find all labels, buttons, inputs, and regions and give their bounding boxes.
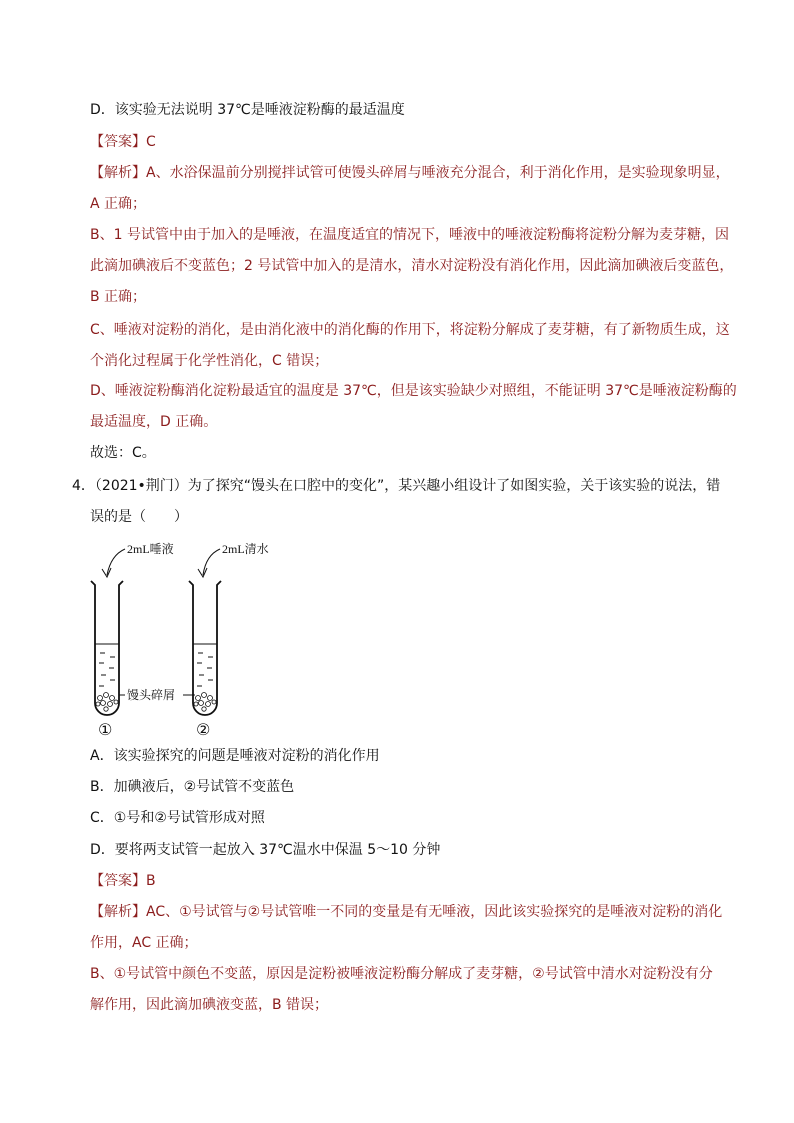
analysis-line: 【解析】AC、①号试管与②号试管唯一不同的变量是有无唾液，因此该实验探究的是唾液对淀粉的消化 [90, 904, 723, 920]
option-d: D．要将两支试管一起放入 37℃温水中保温 5～10 分钟 [90, 842, 441, 858]
question-stem: 误的是（ ） [90, 509, 188, 525]
question-stem: 4．（2021•荆门）为了探究“馒头在口腔中的变化”，某兴趣小组设计了如图实验，关于该实验的说法，错 [72, 478, 721, 494]
option-a: A．该实验探究的问题是唾液对淀粉的消化作用 [90, 748, 380, 764]
analysis-line: C、唾液对淀粉的消化，是由消化液中的消化酶的作用下，将淀粉分解成了麦芽糖，有了新物质生成，这 [90, 322, 730, 338]
option-b: B．加碘液后，②号试管不变蓝色 [90, 779, 295, 795]
analysis-line: 个消化过程属于化学性消化，C 错误； [90, 353, 329, 369]
analysis-line: B、1 号试管中由于加入的是唾液，在温度适宜的情况下，唾液中的唾液淀粉酶将淀粉分解为麦芽糖，因 [90, 227, 729, 243]
analysis-line: 此滴加碘液后不变蓝色；2 号试管中加入的是清水，清水对淀粉没有消化作用，因此滴加碘液后变蓝色， [90, 258, 734, 274]
label-crumbs: 馒头碎屑 [127, 688, 176, 702]
test-tube-2 [189, 581, 221, 715]
analysis-line: 最适温度，D 正确。 [90, 414, 218, 430]
label-water: 2mL清水 [222, 542, 269, 556]
analysis-line: A 正确； [90, 196, 147, 212]
analysis-line: D、唾液淀粉酶消化淀粉最适宜的温度是 37℃，但是该实验缺少对照组，不能证明 37℃是唾液淀粉酶的 [90, 383, 737, 399]
tube-number-1: ① [98, 720, 113, 739]
answer-prev: 【答案】C [90, 134, 156, 150]
analysis-line: 【解析】A、水浴保温前分别搅拌试管可使馒头碎屑与唾液充分混合，利于消化作用，是实验现象明显， [90, 165, 730, 181]
answer-q4: 【答案】B [90, 873, 156, 889]
analysis-line: 作用，AC 正确； [90, 935, 198, 951]
option-c: C．①号和②号试管形成对照 [90, 810, 265, 826]
label-saliva: 2mL唾液 [127, 542, 174, 556]
option-d-prev: D．该实验无法说明 37℃是唾液淀粉酶的最适温度 [90, 102, 405, 118]
conclusion-prev: 故选：C。 [90, 445, 156, 461]
test-tube-1 [91, 581, 123, 715]
arrow-head-icon [102, 568, 111, 577]
analysis-line: B 正确； [90, 289, 147, 305]
analysis-line: B、①号试管中颜色不变蓝，原因是淀粉被唾液淀粉酶分解成了麦芽糖，②号试管中清水对淀粉没有分 [90, 966, 713, 982]
test-tube-figure [85, 535, 315, 740]
analysis-line: 解作用，因此滴加碘液变蓝，B 错误； [90, 997, 329, 1013]
arrow-head-icon [198, 568, 207, 577]
tube-number-2: ② [196, 720, 211, 739]
